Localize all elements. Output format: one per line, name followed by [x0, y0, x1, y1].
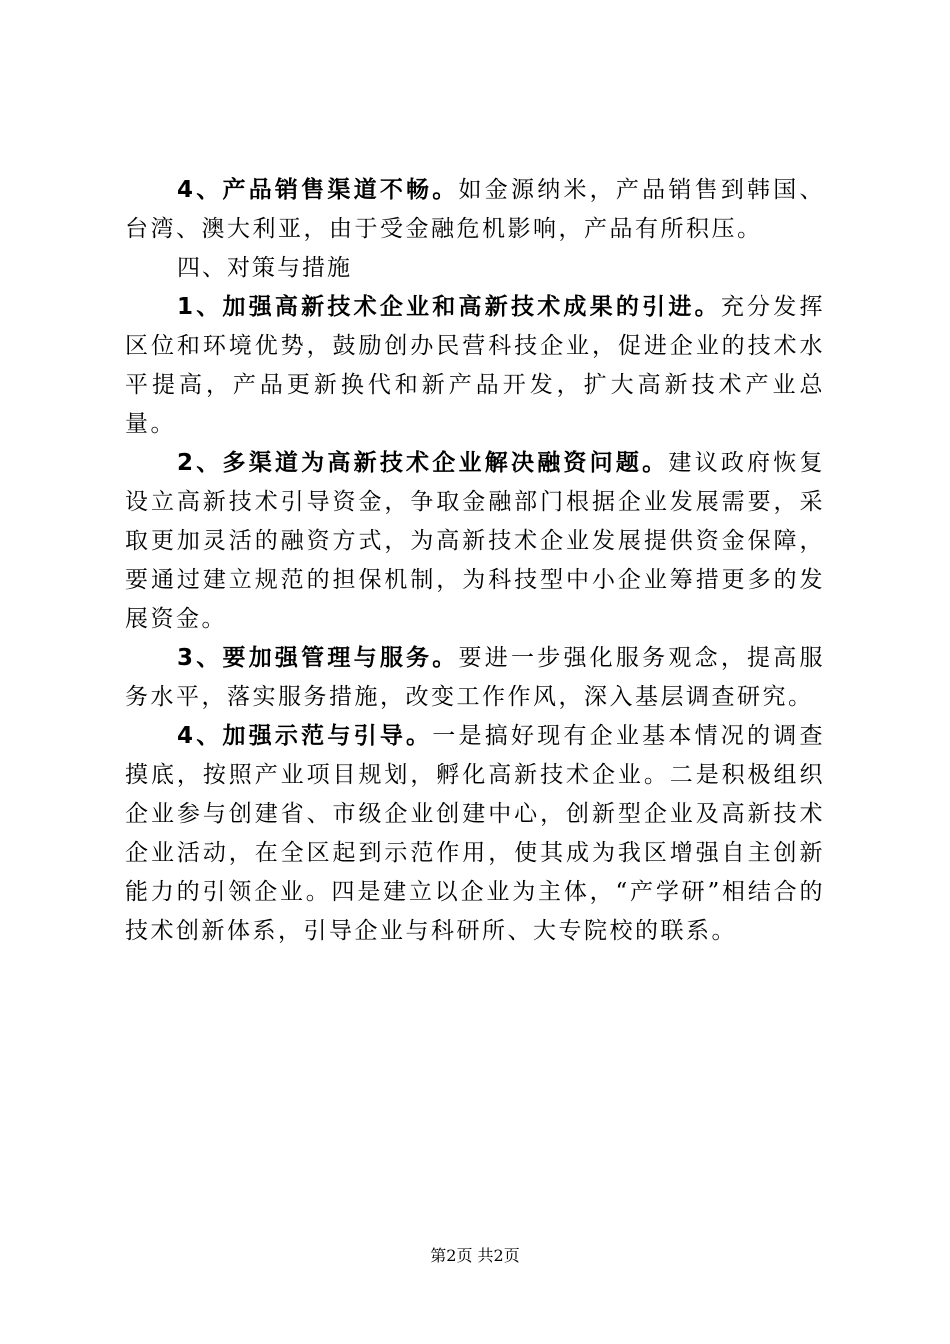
paragraph-text: 一是搞好现有企业基本情况的调查摸底，按照产业项目规划，孵化高新技术企业。二是积极组织企业参与创建省、市级企业创建中心，创新型企业及高新技术企业活动，在全区起到示范作用，使其成为我区增强自主创新能力的引领企业。四是建立以企业为主体，“产学研”相结合的技术创新体系，引导企业与科研所、大专院校的联系。	[125, 723, 825, 944]
document-body	[125, 171, 825, 951]
paragraph-lead: 4、产品销售渠道不畅。	[177, 177, 459, 203]
paragraph-text: 充分发挥区位和环境优势，鼓励创办民营科技企业，促进企业的技术水平提高，产品更新换代和新产品开发，扩大高新技术产业总量。	[125, 294, 825, 437]
paragraph-text: 要进一步强化服务观念，提高服务水平，落实服务措施，改变工作作风，深入基层调查研究。	[125, 645, 826, 710]
paragraph-sales-channel	[125, 171, 825, 249]
paragraph-text: 建议政府恢复设立高新技术引导资金，争取金融部门根据企业发展需要，采取更加灵活的融资方式，为高新技术企业发展提供资金保障，要通过建立规范的担保机制，为科技型中小企业筹措更多的发展资金。	[125, 450, 826, 632]
paragraph-demonstration	[125, 717, 825, 951]
paragraph-text: 如金源纳米，产品销售到韩国、台湾、澳大利亚，由于受金融危机影响，产品有所积压。	[125, 177, 826, 242]
paragraph-management	[125, 639, 825, 717]
paragraph-lead: 1、加强高新技术企业和高新技术成果的引进。	[177, 294, 721, 320]
page-footer: 第2页 共2页	[430, 1246, 520, 1265]
paragraph-lead: 2、多渠道为高新技术企业解决融资问题。	[177, 450, 669, 476]
paragraph-lead: 4、加强示范与引导。	[177, 723, 433, 749]
paragraph-introduction	[125, 288, 825, 444]
paragraph-lead: 3、要加强管理与服务。	[177, 645, 459, 671]
section-heading: 四、对策与措施	[177, 255, 352, 281]
paragraph-financing	[125, 444, 825, 639]
